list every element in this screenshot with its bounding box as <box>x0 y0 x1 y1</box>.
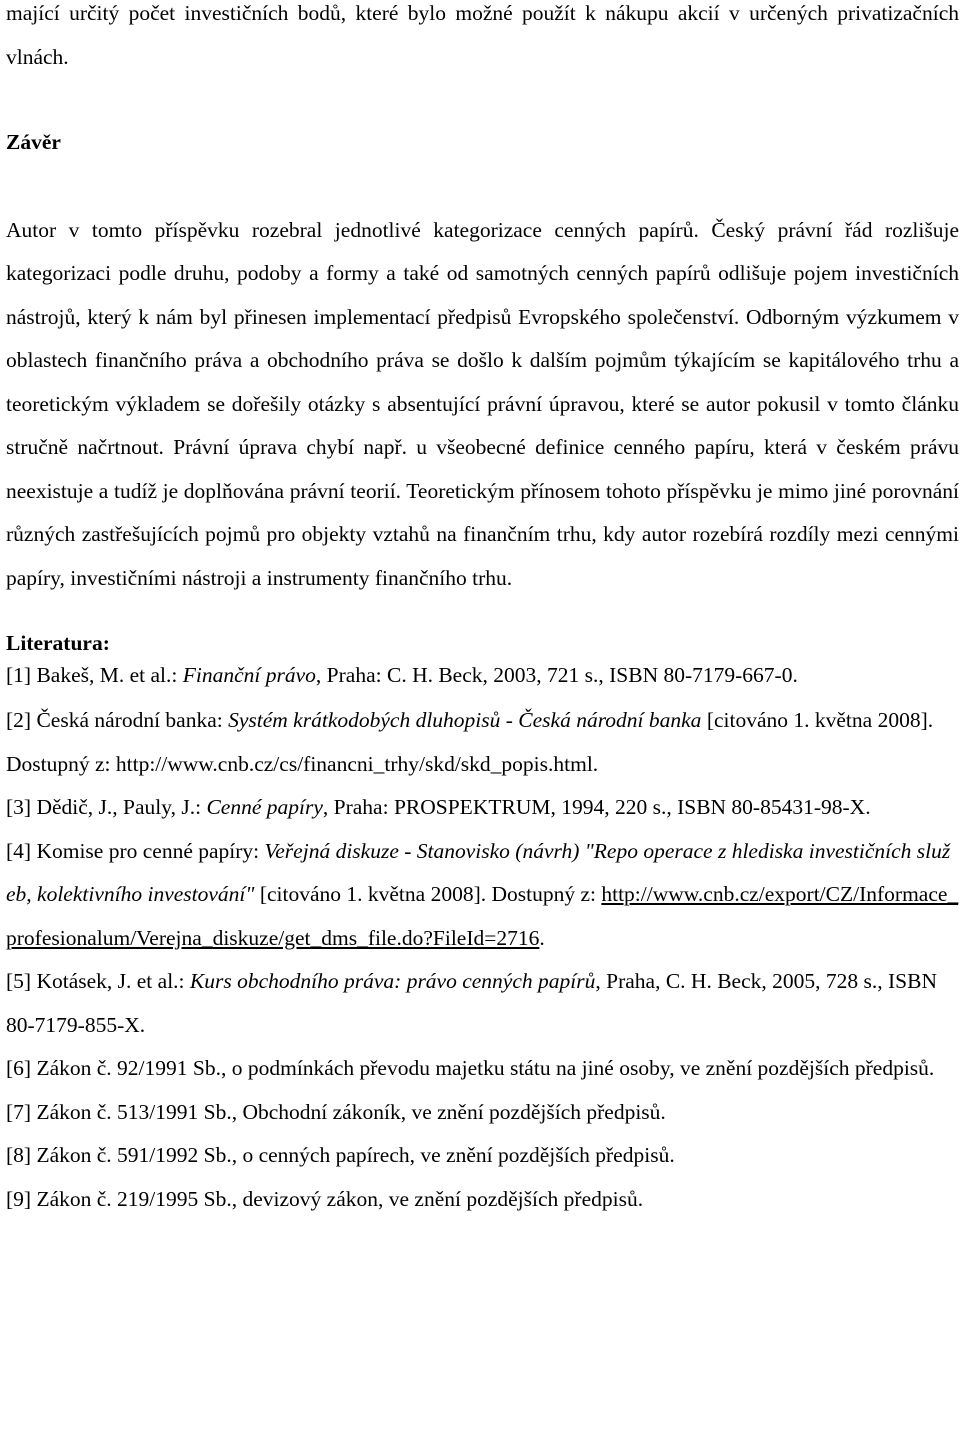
intro-paragraph: mající určitý počet investičních bodů, které bylo možné použít k nákupu akcií v určených privatizačních vlnách. <box>6 1 959 69</box>
reference-end: . <box>539 925 545 950</box>
reference-details: [citováno 1. května 2008]. Dostupný z: http://www.cnb.cz/cs/financni_trhy/skd/skd_popis.html. <box>6 708 934 776</box>
reference-author: [5] Kotásek, J. et al.: <box>6 969 190 993</box>
reference-item-1 <box>6 661 959 689</box>
reference-item-5 <box>6 960 959 1047</box>
reference-item-8 <box>6 1134 959 1178</box>
literature-heading: Literatura: <box>6 631 110 655</box>
reference-title: Cenné papíry <box>206 795 323 819</box>
reference-details: , Praha: PROSPEKTRUM, 1994, 220 s., ISBN 80-85431-98-X. <box>322 795 871 819</box>
conclusion-heading: Závěr <box>6 130 61 154</box>
reference-text: [7] Zákon č. 513/1991 Sb., Obchodní zákoník, ve znění pozdějších předpisů. <box>6 1099 666 1124</box>
document-page <box>6 0 959 1221</box>
reference-details: , Praha, C. H. Beck, 2005, 728 s., ISBN 80-7179-855-X. <box>6 969 937 1037</box>
reference-item-6 <box>6 1047 959 1091</box>
reference-item-4 <box>6 830 959 961</box>
reference-details: [citováno 1. května 2008]. Dostupný z: <box>254 882 602 906</box>
reference-title: Veřejná diskuze - Stanovisko (návrh) "Repo operace z hlediska investičních služeb, kolektivního investování" <box>6 838 951 906</box>
reference-text: [8] Zákon č. 591/1992 Sb., o cenných papírech, ve znění pozdějších předpisů. <box>6 1143 675 1167</box>
reference-details: , Praha: C. H. Beck, 2003, 721 s., ISBN 80-7179-667-0. <box>315 663 798 687</box>
reference-title: Systém krátkodobých dluhopisů - Česká národní banka <box>228 708 702 732</box>
reference-text: [6] Zákon č. 92/1991 Sb., o podmínkách převodu majetku státu na jiné osoby, ve znění pozdějších předpisů. <box>6 1056 935 1080</box>
reference-author: [1] Bakeš, M. et al.: <box>6 663 183 687</box>
reference-author: [3] Dědič, J., Pauly, J.: <box>6 795 207 819</box>
conclusion-paragraph: Autor v tomto příspěvku rozebral jednotlivé kategorizace cenných papírů. Český právní řád rozlišuje kategorizaci podle druhu, podoby a formy a také od samotných cenných papírů odlišuje pojem investičních nástrojů, který k nám byl přinesen implementací předpisů Evropského společenství. Odborným výzkumem v oblastech finančního práva a obchodního práva se došlo k dalším pojmům týkajícím se kapitálového trhu a teoretickým výkladem se dořešily otázky s absentující právní úpravou, které se autor pokusil v tomto článku stručně načrtnout. Právní úprava chybí např. u všeobecné definice cenného papíru, která v českém právu neexistuje a tudíž je doplňována právní teorií. Teoretickým přínosem tohoto příspěvku je mimo jiné porovnání různých zastřešujících pojmů pro objekty vztahů na finančním trhu, kdy autor rozebírá rozdíly mezi cennými papíry, investičními nástroji a instrumenty finančního trhu. <box>6 217 959 590</box>
reference-author: [2] Česká národní banka: <box>6 708 229 732</box>
reference-title: Kurs obchodního práva: právo cenných papírů <box>189 969 596 993</box>
reference-item-9 <box>6 1178 959 1222</box>
reference-list <box>6 661 959 1221</box>
reference-item-7 <box>6 1091 959 1135</box>
reference-item-2 <box>6 699 959 786</box>
reference-text: [9] Zákon č. 219/1995 Sb., devizový zákon, ve znění pozdějších předpisů. <box>6 1186 644 1211</box>
reference-title: Finanční právo <box>182 663 316 687</box>
reference-item-3 <box>6 786 959 830</box>
reference-link[interactable]: http://www.cnb.cz/export/CZ/Informace_profesionalum/Verejna_diskuze/get_dms_file.do?FileId=2716 <box>6 882 959 950</box>
reference-author: [4] Komise pro cenné papíry: <box>6 838 265 863</box>
